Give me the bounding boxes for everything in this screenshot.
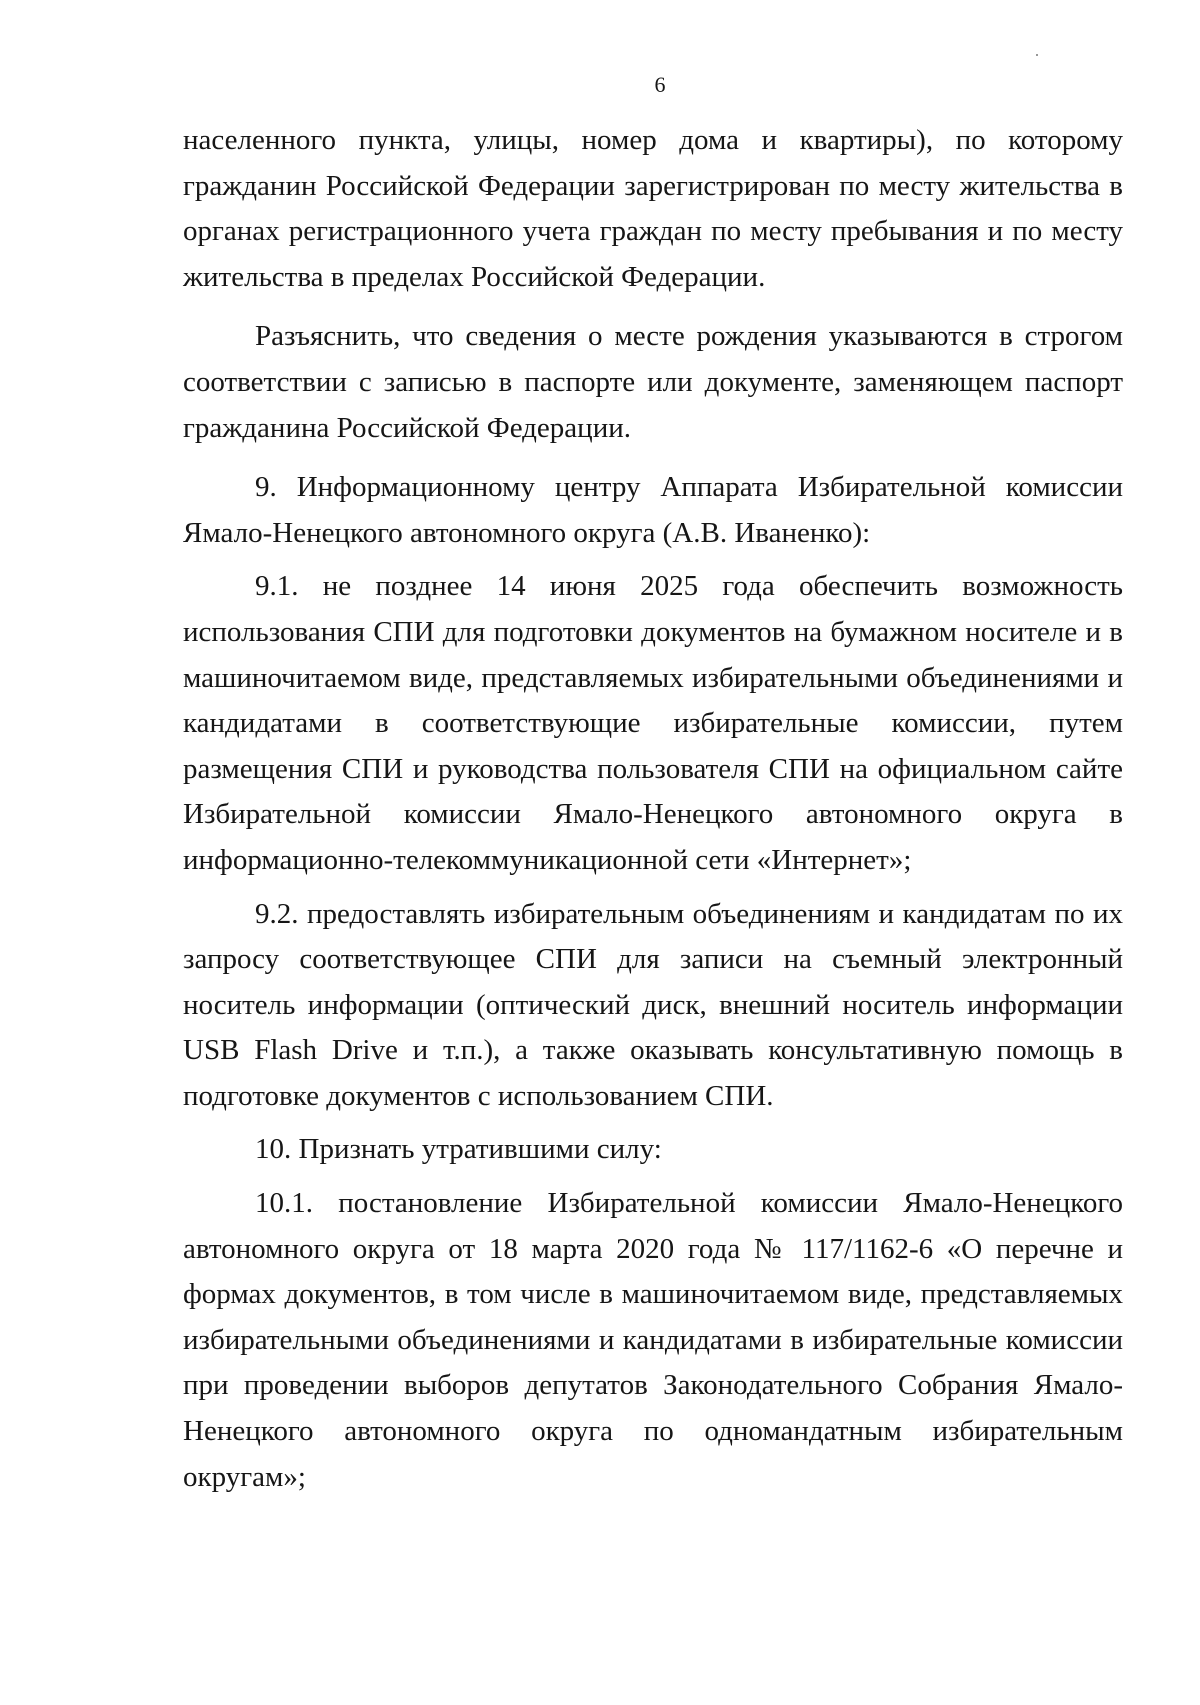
paragraph-item-9: 9. Информационному центру Аппарата Избирательной комиссии Ямало-Ненецкого автономного округа (А.В. Иваненко): [183,471,1123,549]
paragraph-item-9-1: 9.1. не позднее 14 июня 2025 года обеспечить возможность использования СПИ для подготовки документов на бумажном носителе и в машиночитаемом виде, представляемых избирательными объединениями и кандидатами в соответствующие избирательные комиссии, путем размещения СПИ и руководства пользователя СПИ на официальном сайте Избирательной комиссии Ямало-Ненецкого автономного округа в информационно-телекоммуникационной сети «Интернет»; [183,570,1123,876]
paragraph-item-9-2: 9.2. предоставлять избирательным объединениям и кандидатам по их запросу соответствующее СПИ для записи на съемный электронный носитель информации (оптический диск, внешний носитель информации USB Flash Drive и т.п.), а также оказывать консультативную помощь в подготовке документов с использованием СПИ. [183,897,1123,1112]
paragraph-birthplace-clarification: Разъяснить, что сведения о месте рождения указываются в строгом соответствии с записью в паспорте или документе, заменяющем паспорт гражданина Российской Федерации. [183,320,1123,444]
paragraph-address-continuation: населенного пункта, улицы, номер дома и квартиры), по которому гражданин Российской Федерации зарегистрирован по месту жительства в органах регистрационного учета граждан по месту пребывания и по месту жительства в пределах Российской Федерации. [183,124,1123,293]
paragraph-item-10-1: 10.1. постановление Избирательной комиссии Ямало-Ненецкого автономного округа от 18 марта 2020 года № 117/1162-6 «О перечне и формах документов, в том числе в машиночитаемом виде, представляемых избирательными объединениями и кандидатами в избирательные комиссии при проведении выборов депутатов Законодательного Собрания Ямало-Ненецкого автономного округа по одномандатным избирательным округам»; [183,1187,1123,1493]
document-body [183,118,1123,1500]
page-number: 6 [654,72,666,97]
paragraph-item-10: 10. Признать утратившими силу: [255,1133,662,1166]
scan-speck [1036,54,1038,56]
